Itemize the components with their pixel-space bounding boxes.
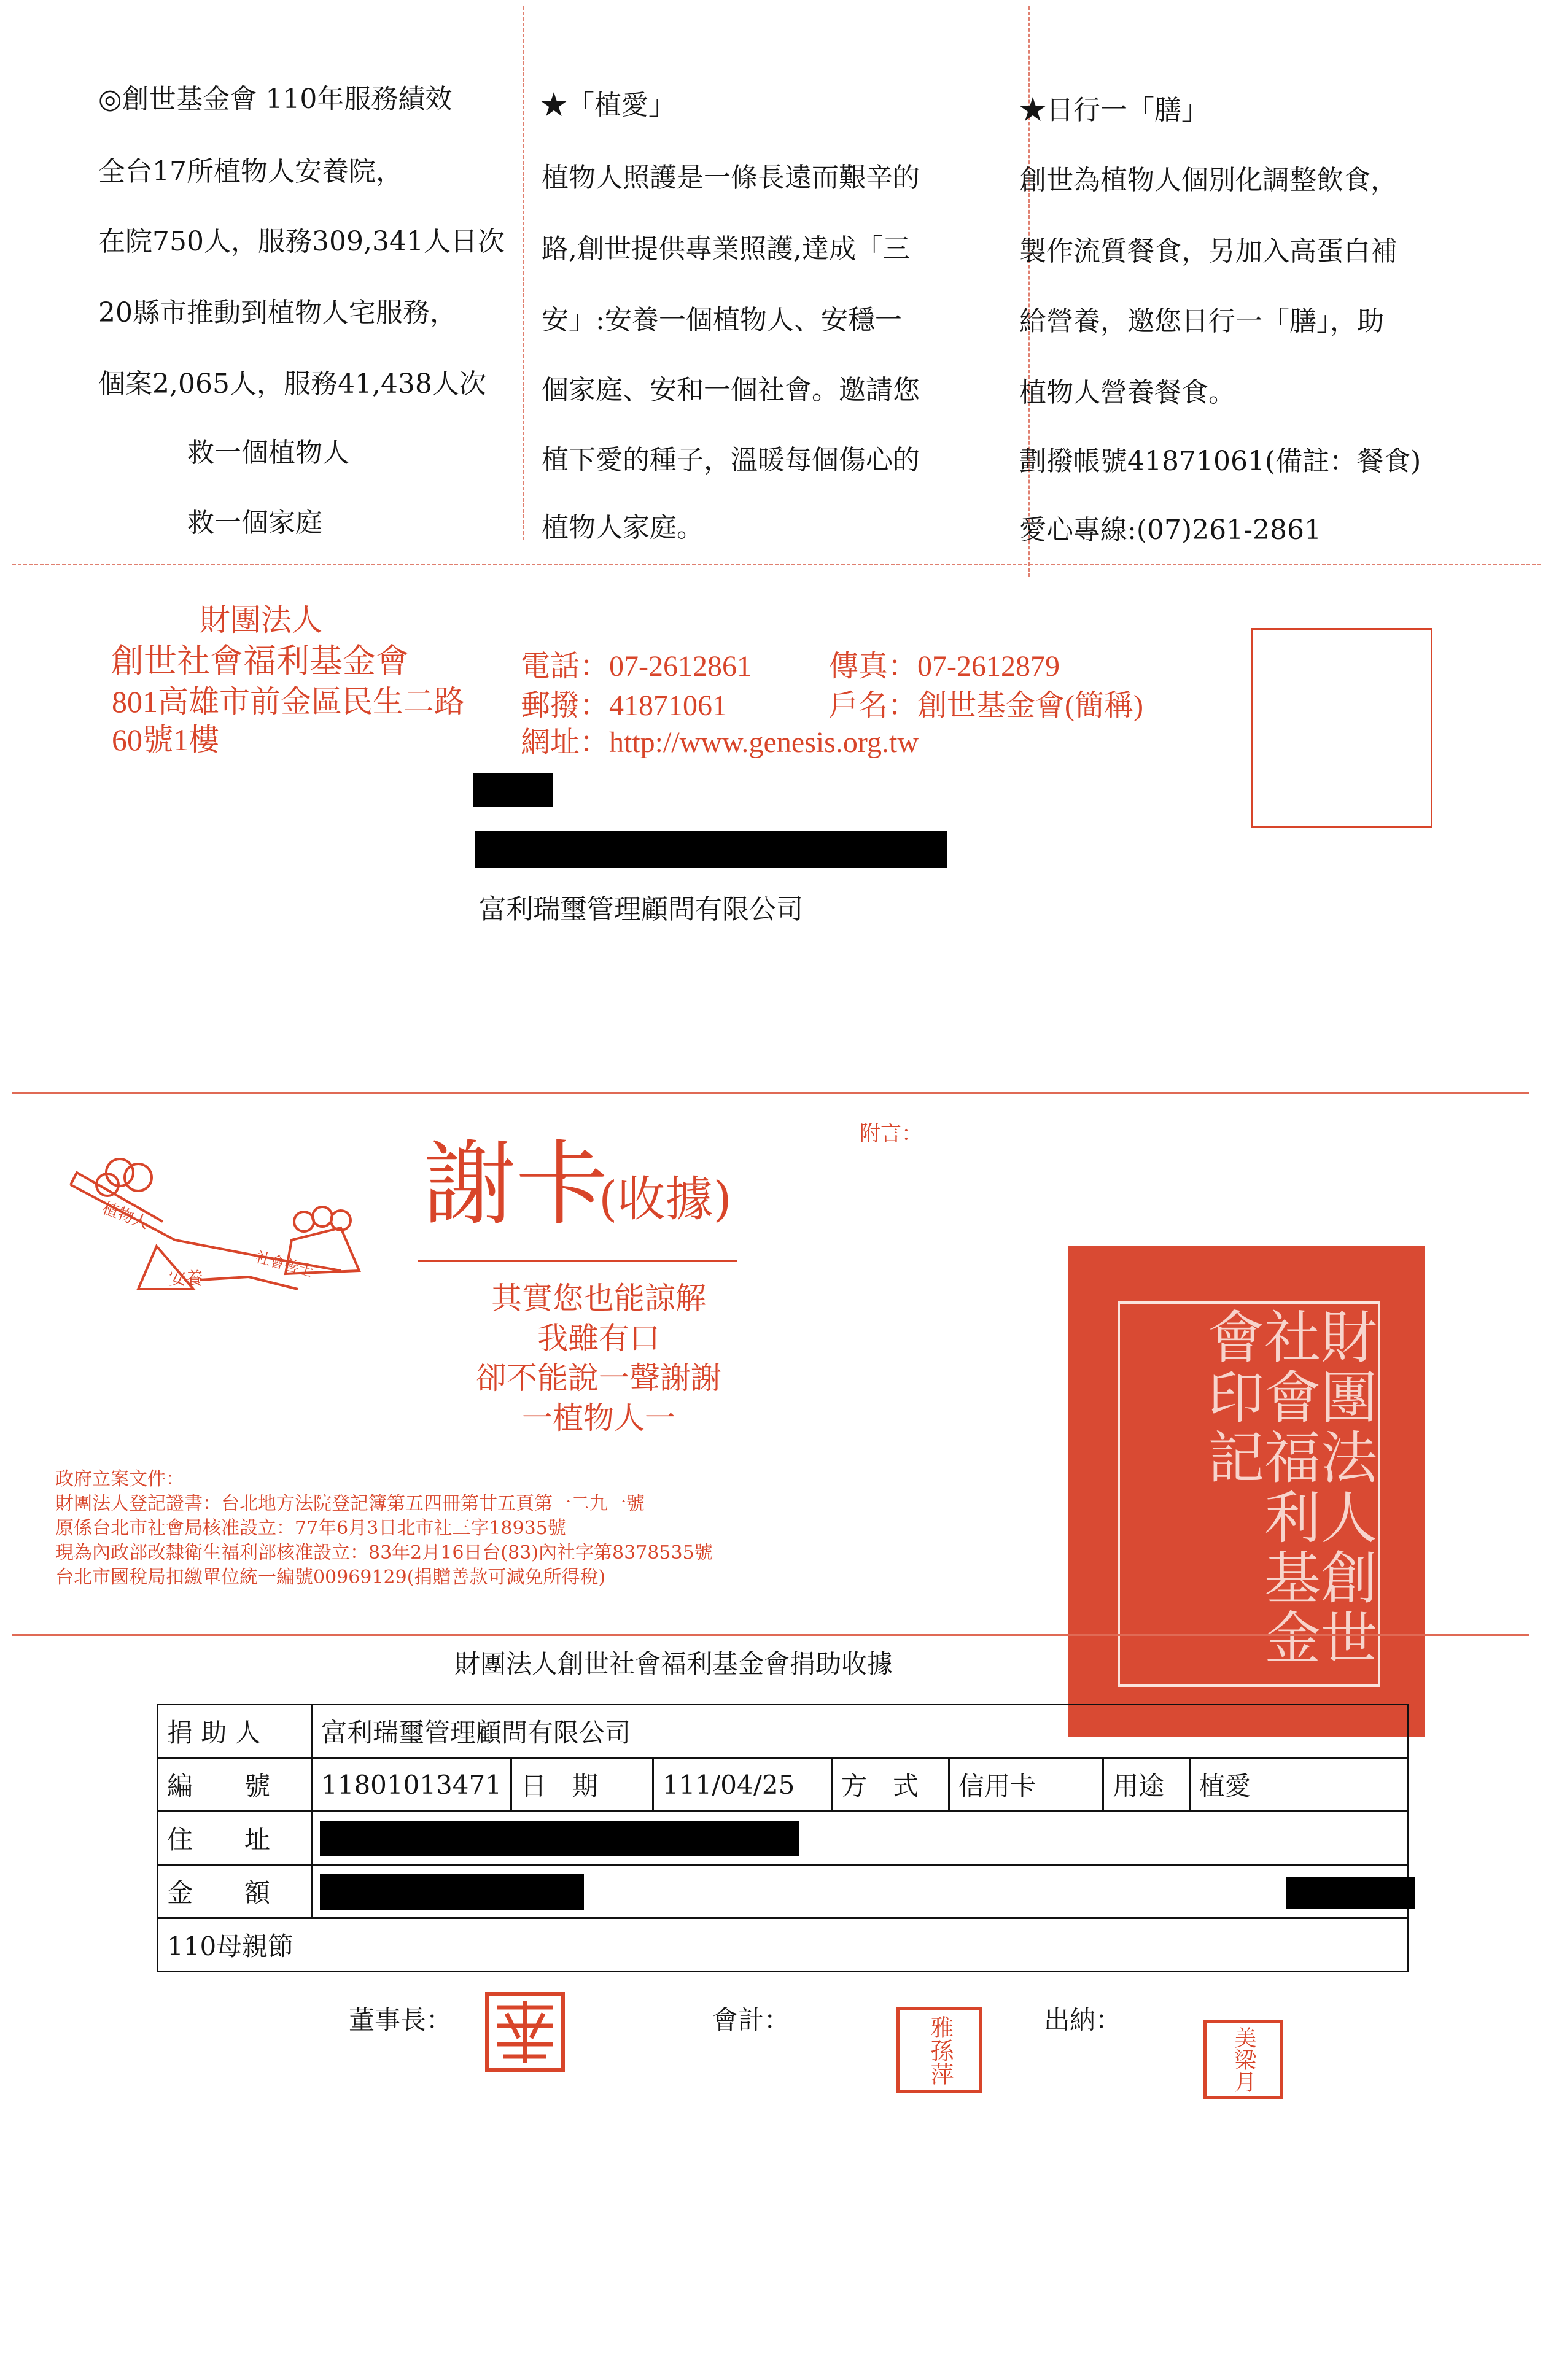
number-value: 11801013471 — [312, 1758, 511, 1812]
col1-slogan: 救一個家庭 — [187, 507, 322, 538]
sender-org-name: 創世社會福利基金會 — [111, 643, 409, 680]
col3-line: 創世為植物人個別化調整飲食， — [1019, 165, 1397, 196]
redacted-amount-digits — [1286, 1877, 1415, 1909]
purpose-value: 植愛 — [1189, 1758, 1408, 1812]
sender-address-2: 60號1樓 — [112, 723, 219, 757]
memo-value: 110母親節 — [158, 1918, 1409, 1972]
col1-line: 全台17所植物人安養院， — [98, 156, 403, 187]
redacted-postcode — [473, 773, 553, 807]
card-title: 謝卡 — [424, 1131, 608, 1238]
col1-line: 個案2,065人，服務41,438人次 — [98, 368, 486, 400]
sender-org-type: 財團法人 — [200, 603, 322, 637]
accountant-label: 會計： — [712, 2005, 790, 2035]
poem-line: 我雖有口 — [537, 1320, 660, 1356]
logo-label-care: 安養 — [169, 1268, 204, 1289]
col2-line: 安」:安養一個植物人、安穩一 — [542, 304, 902, 336]
foundation-seal — [1068, 1246, 1425, 1737]
col3-line: 愛心專線:(07)261-2861 — [1019, 514, 1321, 546]
column-divider-1 — [523, 6, 524, 540]
gov-docs-heading: 政府立案文件： — [55, 1468, 184, 1490]
col2-line: 植物人家庭。 — [542, 512, 704, 543]
amount-value — [312, 1865, 1409, 1918]
sender-website: 網址：http://www.genesis.org.tw — [521, 726, 919, 759]
gov-doc-line: 台北市國稅局扣繳單位統一編號00969129(捐贈善款可減免所得稅) — [55, 1567, 606, 1588]
sender-address-1: 801高雄市前金區民生二路 — [112, 684, 465, 719]
receipt-row-donor — [158, 1705, 1409, 1758]
col3-line: 植物人營養餐食。 — [1019, 377, 1235, 408]
sender-phone: 電話：07-2612861 — [521, 650, 752, 683]
sender-account-name: 戶名：創世基金會(簡稱) — [829, 689, 1143, 722]
cashier-label: 出納： — [1044, 2005, 1122, 2035]
chairman-seal-icon — [482, 1989, 568, 2075]
cashier-seal — [1203, 2020, 1283, 2099]
stamp-box — [1251, 628, 1432, 828]
method-label: 方 式 — [831, 1758, 949, 1812]
poem-line: 卻不能說一聲謝謝 — [476, 1360, 721, 1396]
amount-label: 金 額 — [158, 1865, 312, 1918]
date-value: 111/04/25 — [653, 1758, 831, 1812]
col1-heading: ◎創世基金會 110年服務績效 — [98, 83, 453, 115]
col1-line: 20縣市推動到植物人宅服務， — [98, 297, 457, 328]
receipt-title: 財團法人創世社會福利基金會捐助收據 — [454, 1649, 893, 1679]
sender-postal: 郵撥：41871061 — [521, 689, 728, 722]
recipient-company: 富利瑞璽管理顧問有限公司 — [479, 894, 803, 925]
date-label: 日 期 — [511, 1758, 653, 1812]
receipt-row-number — [158, 1758, 1409, 1812]
column-divider-2 — [1028, 6, 1030, 577]
logo-label-donor: 社會善士 — [254, 1248, 316, 1281]
col1-line: 在院750人，服務309,341人日次 — [98, 226, 505, 257]
gov-doc-line: 現為內政部改隸衛生福利部核准設立：83年2月16日台(83)內社字第8378535號 — [55, 1542, 713, 1564]
fold-line-top — [12, 564, 1541, 565]
remark-label: 附言： — [860, 1122, 922, 1146]
col2-line: 植物人照護是一條長遠而艱辛的 — [542, 162, 920, 193]
col2-line: 路,創世提供專業照護,達成「三 — [542, 233, 910, 265]
col3-line: 製作流質餐食，另加入高蛋白補 — [1019, 236, 1397, 267]
address-label: 住 址 — [158, 1812, 312, 1865]
poem-line: 其實您也能諒解 — [491, 1281, 706, 1316]
method-value: 信用卡 — [949, 1758, 1103, 1812]
receipt-row-memo — [158, 1918, 1409, 1972]
address-value — [312, 1812, 1409, 1865]
number-label: 編 號 — [158, 1758, 312, 1812]
col3-line: 給營養，邀您日行一「膳」，助 — [1019, 306, 1384, 337]
title-underline — [418, 1260, 737, 1262]
purpose-label: 用途 — [1103, 1758, 1189, 1812]
receipt-row-address — [158, 1812, 1409, 1865]
accountant-seal — [896, 2007, 982, 2093]
logo-label-plant: 植物人 — [99, 1199, 152, 1233]
gov-doc-line: 財團法人登記證書：台北地方法院登記簿第五四冊第廿五頁第一二九一號 — [55, 1493, 645, 1514]
fold-line-middle — [12, 1092, 1529, 1094]
sender-fax: 傳真：07-2612879 — [829, 650, 1060, 683]
col3-line: 劃撥帳號41871061(備註：餐食) — [1019, 446, 1421, 477]
fold-line-receipt — [12, 1634, 1529, 1636]
card-title-sub: (收據) — [599, 1172, 732, 1227]
poem-line: 一植物人一 — [522, 1400, 675, 1436]
redacted-amount — [320, 1874, 584, 1910]
gov-doc-line: 原係台北市社會局核准設立：77年6月3日北市社三字18935號 — [55, 1518, 566, 1539]
donor-label: 捐 助 人 — [158, 1705, 312, 1758]
accountant-seal-text: 雅孫萍 — [926, 2015, 954, 2085]
col2-line: 植下愛的種子，溫暖每個傷心的 — [542, 444, 920, 476]
col3-heading: ★日行一「膳」 — [1019, 95, 1208, 126]
redacted-address — [475, 831, 947, 868]
chairman-seal — [482, 1989, 568, 2075]
donor-value: 富利瑞璽管理顧問有限公司 — [312, 1705, 1409, 1758]
cashier-seal-text: 美梁月 — [1230, 2026, 1256, 2093]
foundation-seal-text: 財團法人創世社會福利基金會印記 — [1199, 1308, 1377, 1669]
receipt-table — [157, 1704, 1409, 1972]
col2-heading: ★「植愛」 — [540, 90, 675, 121]
chairman-label: 董事長： — [349, 2005, 453, 2035]
seesaw-logo-icon — [52, 1148, 371, 1308]
col2-line: 個家庭、安和一個社會。邀請您 — [542, 374, 920, 406]
receipt-row-amount — [158, 1865, 1409, 1918]
redacted-receipt-address — [320, 1821, 799, 1856]
col1-slogan: 救一個植物人 — [187, 437, 349, 468]
